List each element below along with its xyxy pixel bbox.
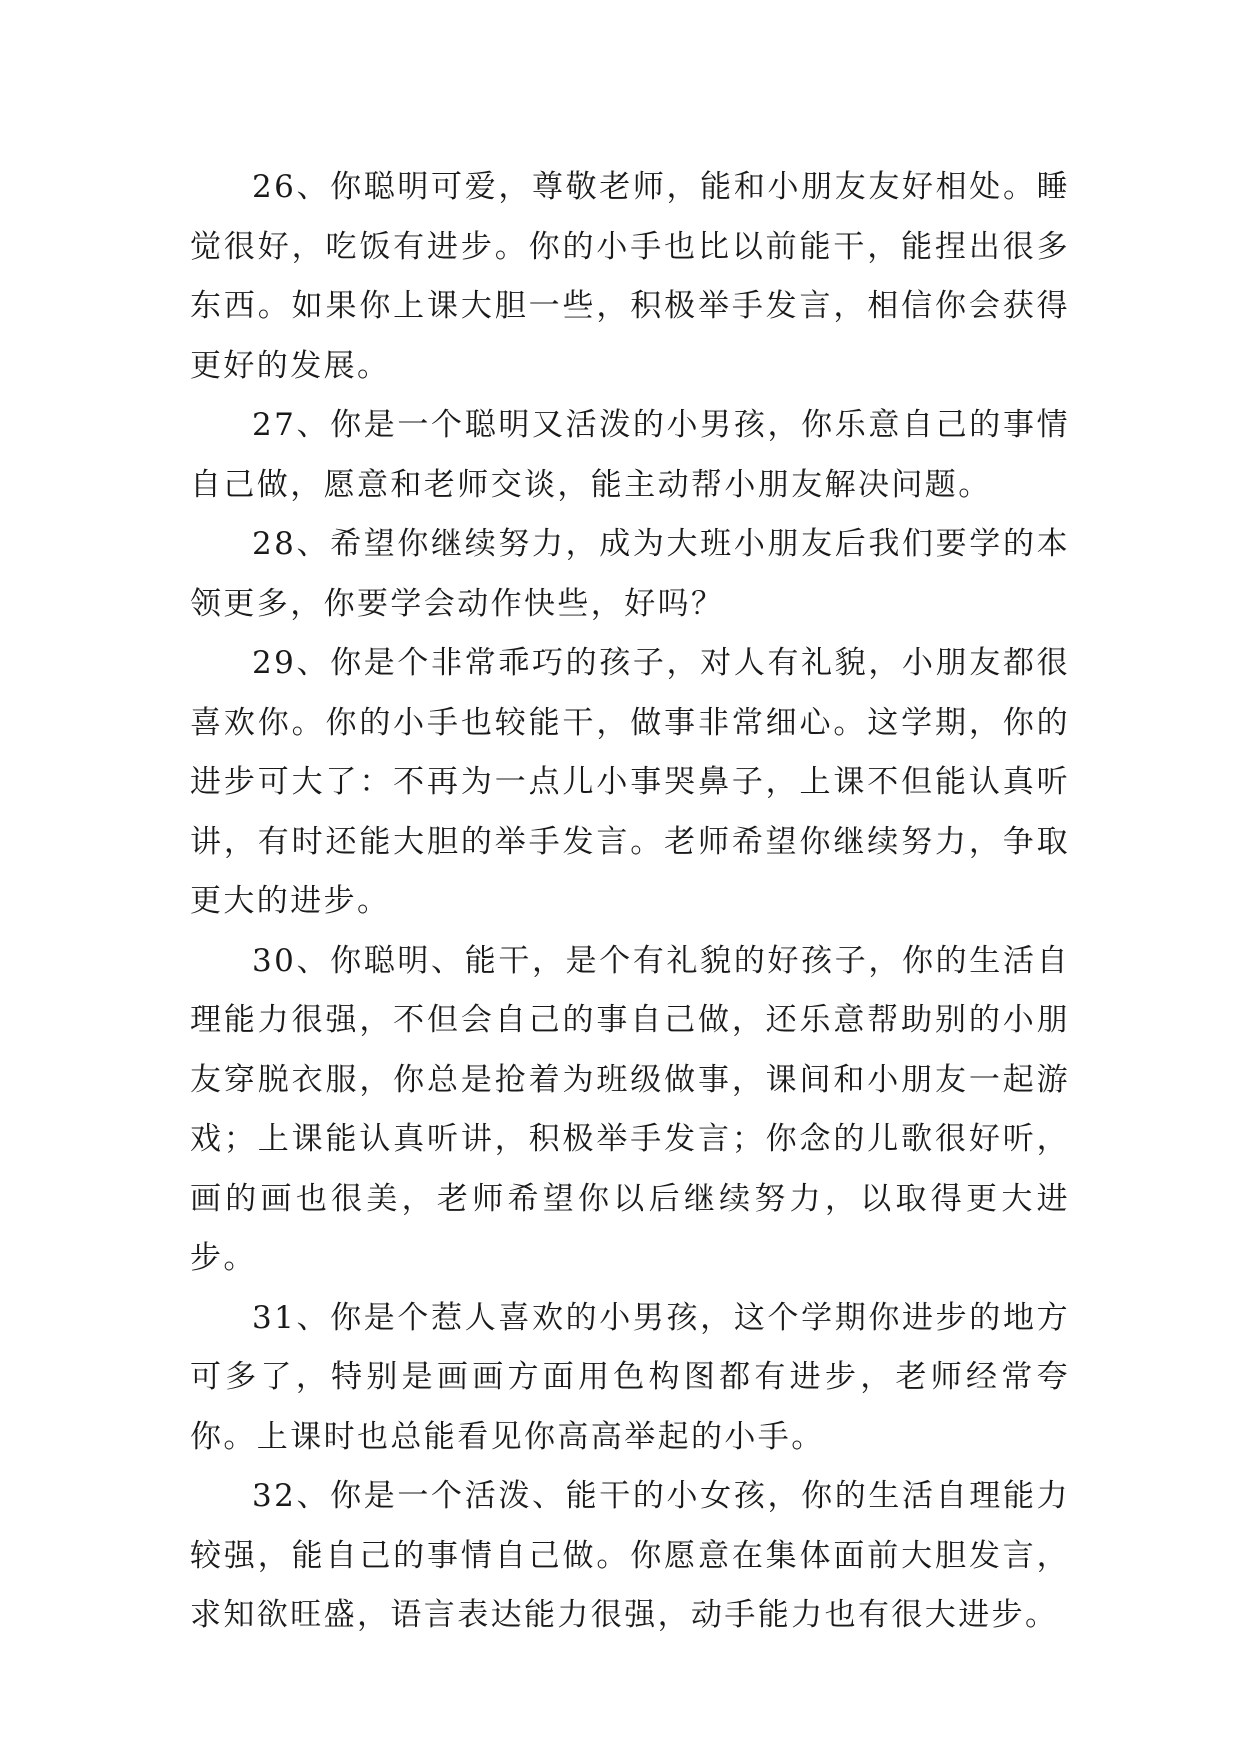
- comment-paragraph-29: 29、你是个非常乖巧的孩子，对人有礼貌，小朋友都很喜欢你。你的小手也较能干，做事非常细心。这学期，你的进步可大了：不再为一点儿小事哭鼻子，上课不但能认真听讲，有时还能大胆的举手发言。老师希望你继续努力，争取更大的进步。: [190, 645, 1070, 919]
- comment-paragraph-27: 27、你是一个聪明又活泼的小男孩，你乐意自己的事情自己做，愿意和老师交谈，能主动帮小朋友解决问题。: [190, 407, 1070, 503]
- comment-paragraph-32: 32、你是一个活泼、能干的小女孩，你的生活自理能力较强，能自己的事情自己做。你愿意在集体面前大胆发言，求知欲旺盛，语言表达能力很强，动手能力也有很大进步。: [190, 1478, 1070, 1633]
- document-body: [190, 158, 1070, 1646]
- comment-paragraph-31: 31、你是个惹人喜欢的小男孩，这个学期你进步的地方可多了，特别是画画方面用色构图都有进步，老师经常夸你。上课时也总能看见你高高举起的小手。: [190, 1299, 1070, 1455]
- comment-paragraph-28: 28、希望你继续努力，成为大班小朋友后我们要学的本领更多，你要学会动作快些，好吗？: [190, 526, 1070, 622]
- comment-paragraph-30: 30、你聪明、能干，是个有礼貌的好孩子，你的生活自理能力很强，不但会自己的事自己做，还乐意帮助别的小朋友穿脱衣服，你总是抢着为班级做事，课间和小朋友一起游戏；上课能认真听讲，积极举手发言；你念的儿歌很好听，画的画也很美，老师希望你以后继续努力，以取得更大进步。: [190, 942, 1070, 1276]
- comment-paragraph-26: 26、你聪明可爱，尊敬老师，能和小朋友友好相处。睡觉很好，吃饭有进步。你的小手也比以前能干，能捏出很多东西。如果你上课大胆一些，积极举手发言，相信你会获得更好的发展。: [190, 169, 1070, 384]
